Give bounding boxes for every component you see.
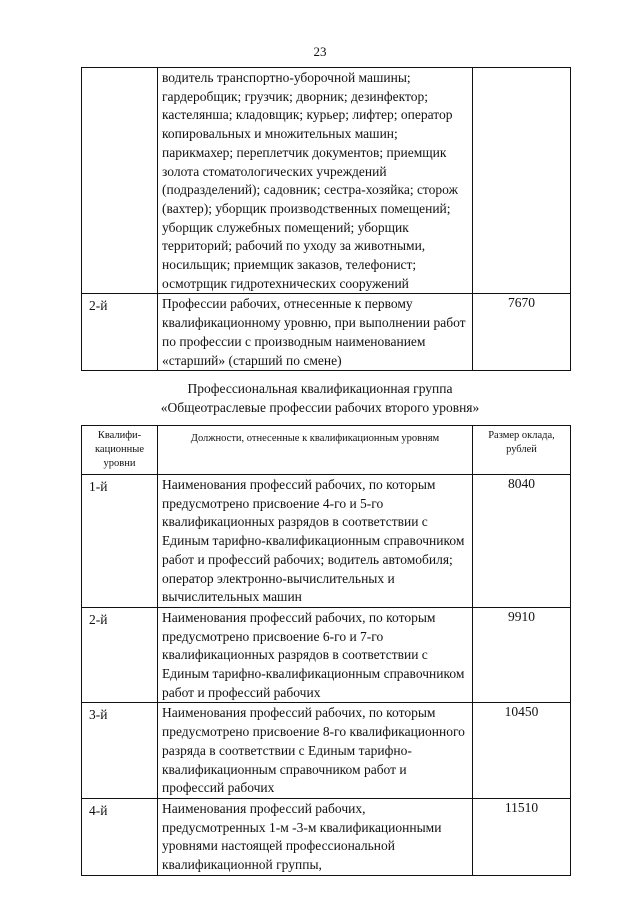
salary-cell: 9910 [473, 607, 571, 703]
positions-cell: Профессии рабочих, отнесенные к первому квалификационному уровню, при выполнении работ по профессии с производным наименованием «старший» (старший по смене) [158, 294, 473, 371]
salary-cell: 8040 [473, 475, 571, 608]
salary-cell [473, 68, 571, 294]
level-cell: 2-й [82, 294, 158, 371]
table-row [82, 703, 571, 799]
header-positions: Должности, отнесенные к квалификационным уровням [158, 426, 473, 475]
header-level: Квалифи-кационные уровни [82, 426, 158, 475]
group-title-line: Профессиональная квалификационная группа [187, 381, 453, 396]
positions-cell: Наименования профессий рабочих, по которым предусмотрено присвоение 4-го и 5-го квалификационных разрядов в соответствии с Единым тарифно-квалификационным справочником работ и профессий рабочих; водитель автомобиля; оператор электронно-вычислительных и вычислительных машин [158, 475, 473, 608]
salary-cell: 7670 [473, 294, 571, 371]
table-row [82, 607, 571, 703]
level-cell: 2-й [82, 607, 158, 703]
positions-cell: водитель транспортно-уборочной машины; гардеробщик; грузчик; дворник; дезинфектор; кастелянша; кладовщик; курьер; лифтер; оператор копировальных и множительных машин; парикмахер; переплетчик документов; приемщик золота стоматологических учреждений (подразделений); садовник; сестра-хозяйка; сторож (вахтер); уборщик производственных помещений; уборщик служебных помещений; уборщик территорий; рабочий по уходу за животными, носильщик; приемщик заказов, телефонист; осмотрщик гидротехнических сооружений [158, 68, 473, 294]
qualification-table-continued [81, 67, 571, 371]
page-number: 23 [313, 44, 327, 59]
table-row [82, 475, 571, 608]
positions-cell: Наименования профессий рабочих, по которым предусмотрено присвоение 6-го и 7-го квалификационных разрядов в соответствии с Единым тарифно-квалификационным справочником работ и профессий рабочих [158, 607, 473, 703]
salary-cell: 10450 [473, 703, 571, 799]
qualification-table [81, 425, 571, 876]
level-cell: 1-й [82, 475, 158, 608]
level-cell: 4-й [82, 798, 158, 875]
table-row [82, 798, 571, 875]
level-cell: 3-й [82, 703, 158, 799]
positions-cell: Наименования профессий рабочих, предусмотренных 1-м -3-м квалификационными уровнями настоящей профессиональной квалификационной группы, [158, 798, 473, 875]
table-row [82, 294, 571, 371]
group-title-line: «Общеотраслевые профессии рабочих второго уровня» [160, 399, 480, 415]
group-title [0, 380, 640, 417]
level-cell [82, 68, 158, 294]
table-header-row [82, 426, 571, 475]
salary-cell: 11510 [473, 798, 571, 875]
table-row [82, 68, 571, 294]
header-salary: Размер оклада, рублей [473, 426, 571, 475]
positions-cell: Наименования профессий рабочих, по которым предусмотрено присвоение 8-го квалификационного разряда в соответствии с Единым тарифно-квалификационным справочником работ и профессий рабочих [158, 703, 473, 799]
